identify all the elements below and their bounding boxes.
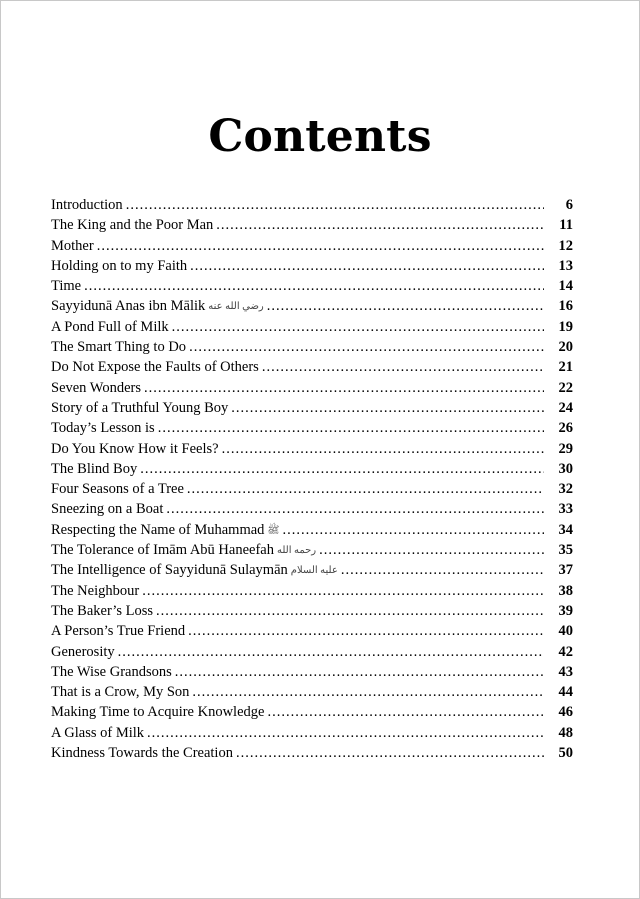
toc-entry-title-text: Four Seasons of a Tree	[51, 481, 184, 498]
toc-page-number: 44	[558, 684, 573, 701]
toc-entry	[51, 441, 573, 461]
toc-page-number: 42	[558, 643, 573, 660]
toc-entry	[51, 562, 573, 582]
toc-entry-title	[51, 278, 81, 295]
toc-entry	[51, 603, 573, 623]
toc-entry-title	[51, 217, 213, 234]
toc-entry-title	[51, 461, 137, 478]
toc-entry-title	[51, 441, 219, 458]
honorific-glyph: ﷺ	[267, 524, 280, 536]
toc-entry-title-text: The King and the Poor Man	[51, 217, 214, 234]
toc-entry-title-text: Do You Know How it Feels?	[51, 440, 219, 457]
toc-entry-title	[51, 400, 228, 417]
toc-page-number: 6	[565, 197, 573, 213]
toc-entry-title	[51, 339, 186, 356]
toc-entry-title	[51, 197, 123, 214]
toc-page-number: 35	[558, 542, 573, 559]
toc-entry-title	[51, 298, 264, 315]
toc-entry-title	[51, 644, 115, 661]
dot-leader	[341, 562, 544, 579]
toc-entry	[51, 258, 573, 278]
dot-leader	[267, 704, 544, 721]
toc-entry-title-text: Sayyidunā Anas ibn Mālik	[51, 298, 206, 315]
toc-entry-title	[51, 420, 155, 437]
toc-entry	[51, 359, 573, 379]
dot-leader	[222, 441, 544, 458]
toc-page-number: 19	[558, 318, 573, 335]
toc-page-number: 38	[558, 582, 573, 599]
dot-leader	[97, 238, 544, 255]
honorific-glyph: رحمه الله	[276, 545, 317, 557]
toc-entry-title	[51, 380, 141, 397]
toc-entry-title	[51, 583, 139, 600]
toc-entry-title-text: Mother	[51, 237, 94, 254]
dot-leader	[262, 359, 544, 376]
toc-page-number: 37	[558, 562, 573, 579]
toc-page-number: 48	[558, 724, 573, 741]
toc-entry-title-text: The Neighbour	[51, 582, 140, 599]
dot-leader	[187, 481, 544, 498]
toc-entry-title	[51, 603, 153, 620]
toc-entry	[51, 542, 573, 562]
toc-entry-title	[51, 664, 172, 681]
toc-entry-title	[51, 481, 184, 498]
toc-page-number: 40	[558, 623, 573, 640]
dot-leader	[118, 644, 544, 661]
toc-page-number: 11	[559, 217, 573, 234]
toc-entry-title	[51, 238, 94, 255]
honorific-glyph: عليه السلام	[290, 565, 338, 577]
toc-page-number: 12	[558, 237, 573, 254]
toc-entry	[51, 380, 573, 400]
toc-page-number: 26	[558, 420, 573, 437]
toc-entry-title-text: Story of a Truthful Young Boy	[51, 399, 229, 416]
toc-entry	[51, 745, 573, 765]
dot-leader	[231, 400, 544, 417]
toc-entry	[51, 278, 573, 298]
dot-leader	[190, 258, 544, 275]
dot-leader	[126, 197, 544, 214]
toc-entry-title-text: A Glass of Milk	[51, 724, 145, 741]
toc-entry-title-text: Respecting the Name of Muhammad	[51, 521, 265, 538]
dot-leader	[140, 461, 544, 478]
dot-leader	[188, 623, 544, 640]
dot-leader	[175, 664, 544, 681]
dot-leader	[319, 542, 544, 559]
toc-entry-title-text: Kindness Towards the Creation	[51, 745, 233, 762]
dot-leader	[84, 278, 544, 295]
toc-entry	[51, 501, 573, 521]
toc-entry-title	[51, 745, 233, 762]
dot-leader	[156, 603, 544, 620]
toc-entry-title	[51, 258, 187, 275]
toc-entry-title-text: The Smart Thing to Do	[51, 339, 187, 356]
toc-page-number: 29	[558, 440, 573, 457]
toc-entry-title-text: A Pond Full of Milk	[51, 318, 169, 335]
toc-entry	[51, 583, 573, 603]
dot-leader	[267, 298, 544, 315]
dot-leader	[236, 745, 544, 762]
toc-page-number: 39	[558, 602, 573, 619]
toc-entry-title-text: The Tolerance of Imām Abū Haneefah	[51, 542, 274, 559]
toc-entry	[51, 481, 573, 501]
dot-leader	[192, 684, 544, 701]
toc-entry-title-text: Generosity	[51, 643, 115, 660]
toc-entry-title-text: Do Not Expose the Faults of Others	[51, 359, 259, 376]
toc-entry	[51, 725, 573, 745]
toc-entry-title	[51, 501, 163, 518]
toc-page-number: 14	[558, 278, 573, 295]
toc-entry-title-text: The Blind Boy	[51, 460, 138, 477]
toc-entry-title-text: Today’s Lesson is	[51, 420, 155, 437]
honorific-glyph: رضي الله عنه	[208, 301, 264, 313]
toc-page-number: 50	[558, 745, 573, 762]
toc-entry	[51, 217, 573, 237]
table-of-contents	[51, 197, 573, 765]
toc-page-number: 20	[558, 339, 573, 356]
dot-leader	[216, 217, 544, 234]
toc-entry-title-text: The Baker’s Loss	[51, 602, 154, 619]
toc-page-number: 33	[558, 501, 573, 518]
toc-page-number: 43	[558, 663, 573, 680]
toc-page-number: 21	[558, 359, 573, 376]
toc-entry	[51, 319, 573, 339]
toc-entry	[51, 197, 573, 217]
toc-entry	[51, 644, 573, 664]
toc-entry	[51, 522, 573, 542]
toc-entry	[51, 420, 573, 440]
toc-entry	[51, 684, 573, 704]
toc-page-number: 34	[558, 521, 573, 538]
toc-entry-title	[51, 684, 189, 701]
toc-page-number: 24	[558, 399, 573, 416]
dot-leader	[158, 420, 544, 437]
toc-entry-title-text: The Intelligence of Sayyidunā Sulaymān	[51, 562, 288, 579]
toc-entry	[51, 298, 573, 318]
toc-entry	[51, 238, 573, 258]
toc-entry-title-text: Sneezing on a Boat	[51, 501, 164, 518]
toc-entry-title	[51, 359, 259, 376]
toc-page-number: 22	[558, 379, 573, 396]
toc-entry-title-text: Time	[51, 278, 82, 295]
toc-entry-title-text: Making Time to Acquire Knowledge	[51, 704, 265, 721]
toc-page-number: 30	[558, 460, 573, 477]
toc-entry-title	[51, 623, 185, 640]
dot-leader	[147, 725, 544, 742]
toc-entry-title	[51, 542, 316, 559]
page-title: Contents	[208, 111, 432, 162]
toc-entry-title-text: A Person’s True Friend	[51, 623, 186, 640]
toc-entry-title-text: Introduction	[51, 197, 123, 213]
toc-entry-title-text: Holding on to my Faith	[51, 257, 188, 274]
toc-page-number: 32	[558, 481, 573, 498]
toc-page-number: 16	[558, 298, 573, 315]
toc-entry-title-text: The Wise Grandsons	[51, 663, 172, 680]
toc-entry-title-text: That is a Crow, My Son	[51, 684, 190, 701]
dot-leader	[189, 339, 544, 356]
toc-entry	[51, 400, 573, 420]
toc-entry-title	[51, 725, 144, 742]
toc-entry-title	[51, 319, 169, 336]
dot-leader	[144, 380, 544, 397]
toc-entry-title-text: Seven Wonders	[51, 379, 141, 396]
toc-entry	[51, 461, 573, 481]
dot-leader	[142, 583, 544, 600]
toc-entry	[51, 339, 573, 359]
toc-entry-title	[51, 522, 280, 539]
toc-page-number: 13	[558, 257, 573, 274]
toc-entry	[51, 623, 573, 643]
toc-entry-title	[51, 562, 338, 579]
dot-leader	[172, 319, 544, 336]
dot-leader	[283, 522, 544, 539]
toc-page-number: 46	[558, 704, 573, 721]
dot-leader	[166, 501, 544, 518]
toc-entry-title	[51, 704, 264, 721]
toc-entry	[51, 704, 573, 724]
toc-entry	[51, 664, 573, 684]
